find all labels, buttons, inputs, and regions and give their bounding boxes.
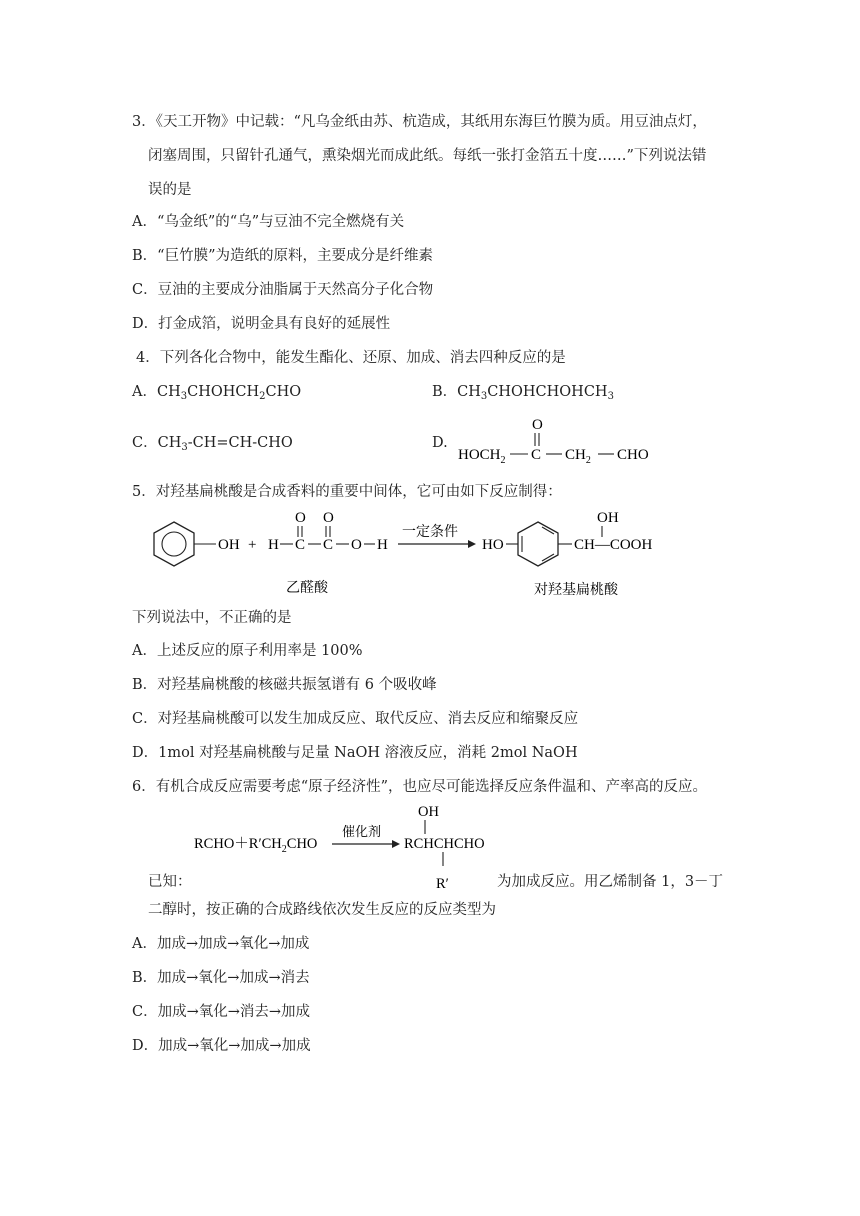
q6-stem: 6．有机合成反应需要考虑“原子经济性”，也应尽可能选择反应条件温和、产率高的反应。 bbox=[132, 779, 708, 795]
q5-option-b: B．对羟基扁桃酸的核磁共振氢谱有 6 个吸收峰 bbox=[132, 677, 437, 693]
label-glyoxylic-acid: 乙醛酸 bbox=[286, 581, 328, 596]
q5-option-c: C．对羟基扁桃酸可以发生加成反应、取代反应、消去反应和缩聚反应 bbox=[132, 711, 579, 727]
svg-text:HOCH2: $HOCH_2$ bbox=[458, 447, 506, 466]
q6-option-c: C．加成→氧化→消去→加成 bbox=[132, 1004, 311, 1020]
q6-option-a: A．加成→加成→氧化→加成 bbox=[132, 936, 310, 952]
q5-stem: 5．对羟基扁桃酸是合成香料的重要中间体，它可由如下反应制得： bbox=[132, 484, 562, 500]
label-hydroxymandelic-acid: 对羟基扁桃酸 bbox=[534, 583, 618, 598]
svg-text:CHO: CHO bbox=[617, 447, 649, 463]
svg-text:CH2: $CH_2$ bbox=[565, 447, 591, 466]
q6-option-b: B．加成→氧化→加成→消去 bbox=[132, 970, 310, 986]
q4-option-a: A．$CH_3CHOHCH_2CHO$ bbox=[132, 384, 302, 402]
q4-option-d-structure bbox=[454, 412, 654, 470]
q3-stem-line3: 误的是 bbox=[148, 182, 192, 198]
svg-text:R′: R′ bbox=[436, 876, 449, 892]
q4-option-c: C．$CH_3-CH=CH$-CHO bbox=[132, 435, 293, 453]
svg-text:RCHCHCHO: RCHCHCHO bbox=[404, 836, 485, 852]
svg-text:OH: OH bbox=[218, 537, 240, 553]
q6-known-reaction bbox=[190, 800, 510, 896]
q4-option-d-label: D. bbox=[432, 435, 448, 451]
catalyst-label: 催化剂 bbox=[342, 824, 382, 839]
q5-option-a: A．上述反应的原子利用率是 100% bbox=[132, 643, 363, 659]
q4-option-b: B．$CH_3CHOHCHOHCH_3$ bbox=[432, 384, 614, 402]
svg-text:HO: HO bbox=[482, 537, 504, 553]
q3-stem-line2: 闭塞周围，只留针孔通气，熏染烟光而成此纸。每纸一张打金箔五十度……”下列说法错 bbox=[148, 148, 707, 164]
q3-option-d: D．打金成箔，说明金具有良好的延展性 bbox=[132, 316, 391, 332]
q3-option-c: C．豆油的主要成分油脂属于天然高分子化合物 bbox=[132, 282, 434, 298]
svg-text:OH: OH bbox=[597, 510, 619, 526]
q5-option-d: D．1mol 对羟基扁桃酸与足量 NaOH 溶液反应，消耗 2mol NaOH bbox=[132, 745, 578, 761]
svg-text:H: H bbox=[268, 537, 279, 553]
svg-text:CH—COOH: CH—COOH bbox=[574, 537, 653, 553]
svg-text:C: C bbox=[531, 447, 542, 463]
svg-text:+: + bbox=[248, 537, 257, 553]
q3-option-a: A．“乌金纸”的“乌”与豆油不完全燃烧有关 bbox=[132, 214, 405, 230]
arrow-label: 一定条件 bbox=[402, 525, 458, 540]
svg-text:O: O bbox=[351, 537, 362, 553]
q6-known-label: 已知： bbox=[148, 874, 192, 890]
svg-text:RCHO＋R′CH2CHO: $RCHO+R'CH_2CHO$ bbox=[194, 836, 318, 855]
q5-sub-stem: 下列说法中，不正确的是 bbox=[132, 610, 292, 626]
q4-stem: 4．下列各化合物中，能发生酯化、还原、加成、消去四种反应的是 bbox=[136, 350, 566, 366]
carbonyl-oxygen: O bbox=[532, 417, 543, 433]
svg-text:C: C bbox=[295, 537, 306, 553]
benzene-ring-product bbox=[518, 522, 558, 566]
benzene-ring-phenol bbox=[154, 522, 194, 566]
svg-text:O: O bbox=[323, 510, 334, 526]
svg-text:C: C bbox=[323, 537, 334, 553]
svg-text:OH: OH bbox=[418, 804, 439, 820]
q6-stem-tail: 为加成反应。用乙烯制备 1，3－丁 bbox=[497, 874, 724, 890]
q3-option-b: B．“巨竹膜”为造纸的原料，主要成分是纤维素 bbox=[132, 248, 433, 264]
q5-reaction-scheme bbox=[140, 502, 700, 602]
svg-text:O: O bbox=[295, 510, 306, 526]
svg-text:H: H bbox=[377, 537, 388, 553]
q3-stem-line1: 3．《天工开物》中记载：“凡乌金纸由苏、杭造成，其纸用东海巨竹膜为质。用豆油点灯， bbox=[132, 114, 707, 130]
q6-stem-line2: 二醇时，按正确的合成路线依次发生反应的反应类型为 bbox=[148, 902, 496, 918]
q6-option-d: D．加成→氧化→加成→加成 bbox=[132, 1038, 311, 1054]
